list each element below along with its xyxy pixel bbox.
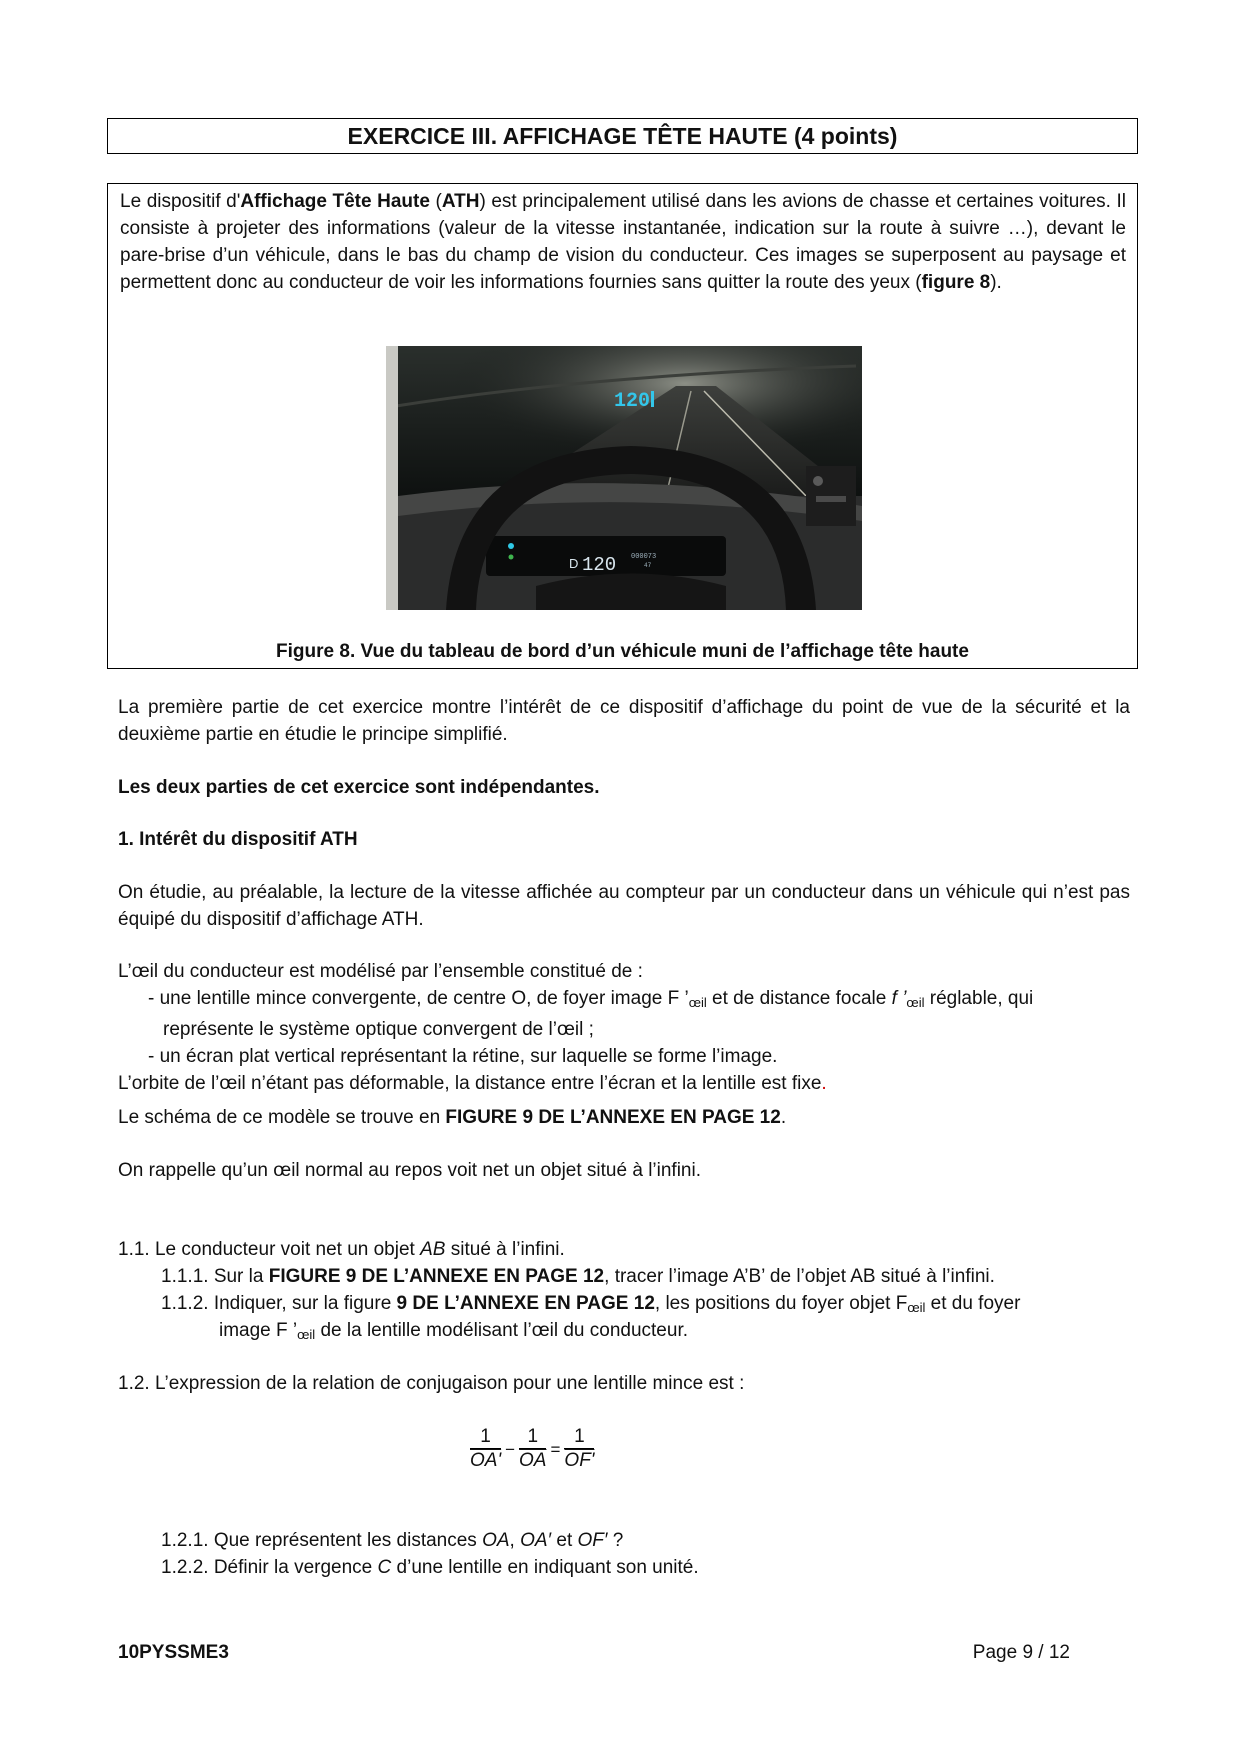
eye-model-orbit: L’orbite de l’œil n’étant pas déformable, la distance entre l’écran et la lentille est fixe. [118,1073,827,1094]
question-1-1-1: 1.1.1. Sur la FIGURE 9 DE L’ANNEXE EN PAGE 12, tracer l’image A’B’ de l’objet AB situé à l’infini. [161,1266,995,1287]
hud-speed: 120 [614,390,651,413]
question-1-2-1: 1.2.1. Que représentent les distances OA, OA′ et OF′ ? [161,1530,624,1551]
eye-model-item-screen: - un écran plat vertical représentant la rétine, sur laquelle se forme l’image. [148,1046,778,1067]
dash-speed: 120 [582,554,617,576]
paragraph-rappel: On rappelle qu’un œil normal au repos voit net un objet situé à l’infini. [118,1160,701,1181]
figure-8-caption: Figure 8. Vue du tableau de bord d’un véhicule muni de l’affichage tête haute [276,641,969,662]
section-heading-1: 1. Intérêt du dispositif ATH [118,829,358,850]
fraction-oa-prime: $\frac{1}{OA'}$ [470,1426,502,1471]
hud-gauge-icon [651,391,654,407]
exercise-title: EXERCICE III. AFFICHAGE TÊTE HAUTE (4 points) [107,118,1138,154]
question-1-1: 1.1. Le conducteur voit net un objet AB situé à l’infini. [118,1239,565,1260]
question-1-1-2-cont: image F $’_{œil}$ de la lentille modélisant l’œil du conducteur. [219,1320,688,1342]
paragraph-preliminary: On étudie, au préalable, la lecture de la vitesse affichée au compteur par un conducteur dans un véhicule qui n’est pas équipé du dispositif d’affichage ATH. [118,882,1130,930]
footer-page-number: Page 9 / 12 [972,1642,1070,1663]
eye-model-item-lens-cont: représente le système optique convergent de l’œil ; [163,1019,594,1040]
paragraph-intro-parts: La première partie de cet exercice montre l’intérêt de ce dispositif d’affichage du point de vue de la sécurité et la deuxième partie en étudie le principe simplifié. [118,697,1130,745]
figure-8-photo [386,346,862,610]
paragraph-independent: Les deux parties de cet exercice sont indépendantes. [118,777,600,798]
dash-trip: 47 [644,562,652,569]
conjugation-formula: $\frac{1}{OA'}$ − $\frac{1}{OA}$ = $\frac{1}{OF'}$ [470,1426,595,1471]
dash-gear: D [569,556,579,571]
eye-model [118,958,1130,1097]
paragraph-schema: Le schéma de ce modèle se trouve en FIGURE 9 DE L’ANNEXE EN PAGE 12. [118,1107,787,1128]
intro-text: Le dispositif d'Affichage Tête Haute (ATH) est principalement utilisé dans les avions de chasse et certaines voitures. Il consiste à projeter des informations (valeur de la vitesse instantanée, indication sur la route à suivre …), devant le pare-brise d’un véhicule, dans le bas du champ de vision du conducteur. Ces images se superposent au paysage et permettent donc au conducteur de voir les informations fournies sans quitter la route des yeux (figure 8). [120,191,1126,293]
question-1-2: 1.2. L’expression de la relation de conjugaison pour une lentille mince est : [118,1373,745,1394]
intro-box [107,183,1138,669]
question-1-2-2: 1.2.2. Définir la vergence C d’une lentille en indiquant son unité. [161,1557,699,1578]
eye-model-item-lens: - une lentille mince convergente, de centre O, de foyer image F $’_{œil}$ et de distance focale f $’_{œil}$ réglable, qui [148,988,1034,1010]
a-pillar [386,346,398,610]
fraction-of-prime: $\frac{1}{OF'}$ [564,1426,595,1471]
fraction-oa: $\frac{1}{OA}$ [519,1426,547,1471]
question-1-1-2: 1.1.2. Indiquer, sur la figure 9 DE L’ANNEXE EN PAGE 12, les positions du foyer objet $F_{œil}$ et du foyer [161,1293,1021,1315]
eye-model-intro: L’œil du conducteur est modélisé par l’ensemble constitué de : [118,961,643,982]
footer-code: 10PYSSME3 [118,1642,229,1663]
dash-odometer: 000073 [631,553,657,561]
